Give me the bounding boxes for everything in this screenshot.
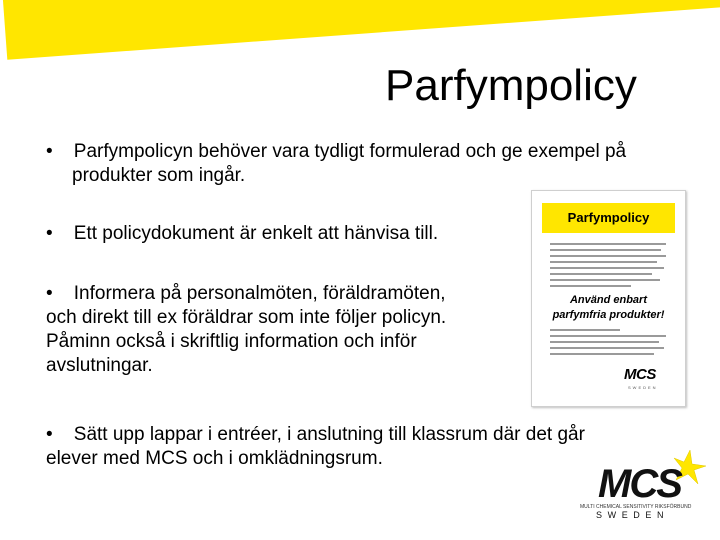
bullet-1-line-1: Parfympolicyn behöver vara tydligt formulerad och ge exempel på — [73, 141, 627, 162]
poster-slogan-line-1: Använd enbart — [569, 294, 647, 306]
mcs-sweden-logo — [570, 440, 710, 525]
policy-poster-image — [531, 190, 686, 407]
slide-title: Parfympolicy — [385, 61, 637, 110]
poster-paragraph-2 — [550, 329, 666, 359]
bullet-marker: • — [46, 223, 53, 244]
poster-title-bar — [542, 203, 675, 233]
logo-mcs-text: MCS — [598, 462, 681, 506]
bullet-marker: • — [46, 141, 53, 162]
poster-slogan-line-2: parfymfria produkter! — [552, 309, 665, 321]
bullet-3-line-1: Informera på personalmöten, föräldramöten, — [73, 283, 446, 304]
logo-country: SWEDEN — [596, 510, 670, 520]
bullet-3-line-3: Påminn också i skriftlig information och inför — [46, 331, 417, 352]
bullet-1 — [46, 140, 666, 188]
bullet-3-line-2: och direkt till ex föräldrar som inte följer policyn. — [46, 307, 447, 328]
bullet-marker: • — [46, 283, 53, 304]
poster-slogan — [538, 293, 679, 323]
bullet-4-line-2: elever med MCS och i omklädningsrum. — [46, 448, 383, 469]
poster-logo: MCS — [624, 366, 656, 383]
bullet-2 — [46, 222, 486, 246]
yellow-banner — [0, 0, 720, 60]
bullet-3 — [46, 282, 486, 378]
bullet-4-line-1: Sätt upp lappar i entréer, i anslutning till klassrum där det går — [73, 424, 585, 445]
logo-tagline: MULTI CHEMICAL SENSITIVITY RIKSFÖRBUND — [580, 504, 692, 510]
poster-title: Parfympolicy — [567, 210, 650, 225]
poster-paragraph-1 — [550, 243, 666, 291]
bullet-1-line-2: produkter som ingår. — [72, 165, 246, 186]
bullet-2-line-1: Ett policydokument är enkelt att hänvisa till. — [73, 223, 439, 244]
poster-logo-sub: SWEDEN — [628, 385, 658, 390]
bullet-marker: • — [46, 424, 53, 445]
bullet-4 — [46, 423, 646, 471]
bullet-3-line-4: avslutningar. — [46, 355, 153, 376]
